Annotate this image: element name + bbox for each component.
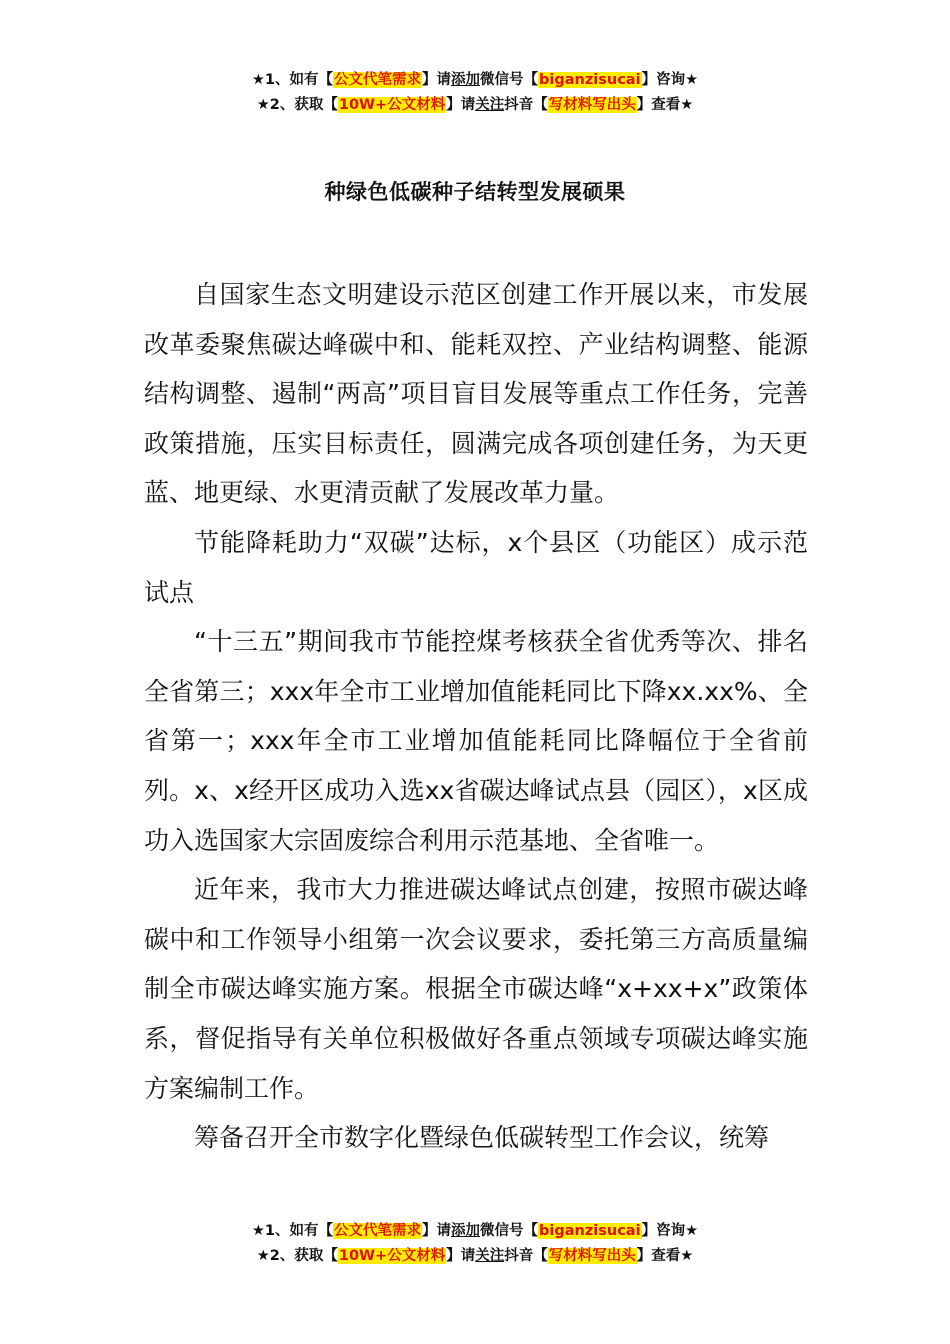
banner-text: 】请 — [446, 1248, 476, 1264]
banner-text: ★1、如有【 — [251, 72, 334, 88]
highlight-materials: 10W+公文材料 — [338, 1248, 446, 1264]
banner-text: 】咨询★ — [641, 72, 699, 88]
banner-text: ★2、获取【 — [256, 97, 338, 113]
underlined-text: 添加 — [451, 72, 481, 88]
highlight-douyin-account: 写材料写出头 — [548, 1248, 636, 1264]
banner-text: ★2、获取【 — [256, 1248, 338, 1264]
highlight-douyin-account: 写材料写出头 — [548, 97, 636, 113]
banner-text: ★1、如有【 — [251, 1223, 334, 1239]
banner-text: 】咨询★ — [641, 1223, 699, 1239]
banner-text: 】请 — [422, 1223, 452, 1239]
highlight-service: 公文代笔需求 — [334, 72, 422, 88]
highlight-wechat-id: biganzisucai — [539, 72, 641, 88]
banner-text: 】查看★ — [636, 97, 694, 113]
document-body — [144, 270, 808, 1163]
paragraph: 节能降耗助力“双碳”达标，x个县区（功能区）成示范试点 — [144, 527, 808, 607]
top-banner — [0, 68, 950, 118]
paragraph: “十三五”期间我市节能控煤考核获全省优秀等次、排名全省第三；xxx年全市工业增加值能耗同比下降xx.xx%、全省第一；xxx年全市工业增加值能耗同比降幅位于全省前列。x、x经开区成功入选xx省碳达峰试点县（园区），x区成功入选国家大宗固废综合利用示范基地、全省唯一。 — [144, 627, 808, 855]
banner-text: 微信号【 — [480, 72, 539, 88]
paragraph: 筹备召开全市数字化暨绿色低碳转型工作会议，统筹 — [194, 1123, 770, 1153]
banner-line-2 — [0, 1244, 950, 1269]
banner-line-2 — [0, 93, 950, 118]
banner-text: 微信号【 — [480, 1223, 539, 1239]
underlined-text: 关注 — [475, 1248, 505, 1264]
highlight-wechat-id: biganzisucai — [539, 1223, 641, 1239]
banner-text: 抖音【 — [504, 97, 548, 113]
banner-line-1 — [0, 1219, 950, 1244]
underlined-text: 添加 — [451, 1223, 481, 1239]
underlined-text: 关注 — [475, 97, 505, 113]
paragraph: 近年来，我市大力推进碳达峰试点创建，按照市碳达峰碳中和工作领导小组第一次会议要求，委托第三方高质量编制全市碳达峰实施方案。根据全市碳达峰“x+xx+x”政策体系，督促指导有关单位积极做好各重点领域专项碳达峰实施方案编制工作。 — [144, 875, 808, 1103]
banner-text: 】查看★ — [636, 1248, 694, 1264]
highlight-service: 公文代笔需求 — [334, 1223, 422, 1239]
banner-text: 】请 — [422, 72, 452, 88]
bottom-banner — [0, 1219, 950, 1269]
banner-line-1 — [0, 68, 950, 93]
document-title: 种绿色低碳种子结转型发展硕果 — [324, 180, 626, 204]
paragraph: 自国家生态文明建设示范区创建工作开展以来，市发展改革委聚焦碳达峰碳中和、能耗双控、产业结构调整、能源结构调整、遏制“两高”项目盲目发展等重点工作任务，完善政策措施，压实目标责任，圆满完成各项创建任务，为天更蓝、地更绿、水更清贡献了发展改革力量。 — [144, 280, 808, 508]
banner-text: 抖音【 — [504, 1248, 548, 1264]
highlight-materials: 10W+公文材料 — [338, 97, 446, 113]
banner-text: 】请 — [446, 97, 476, 113]
